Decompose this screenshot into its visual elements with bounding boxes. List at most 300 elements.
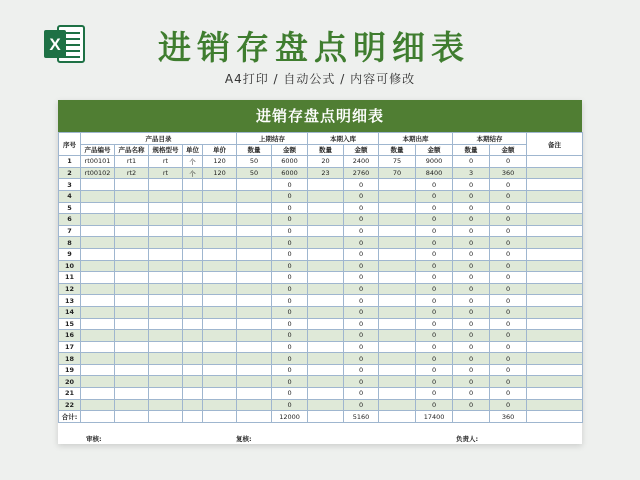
cell-c-qty[interactable]: 0 bbox=[453, 376, 490, 388]
cell-o-amt[interactable]: 0 bbox=[272, 318, 308, 330]
cell-code[interactable] bbox=[81, 190, 115, 202]
cell-out-qty[interactable] bbox=[379, 179, 416, 191]
cell-out-qty[interactable] bbox=[379, 306, 416, 318]
cell-c-amt[interactable]: 0 bbox=[490, 260, 527, 272]
cell-o-qty[interactable] bbox=[237, 248, 272, 260]
cell-out-qty[interactable] bbox=[379, 388, 416, 400]
cell-spec[interactable] bbox=[149, 190, 183, 202]
cell-o-amt[interactable]: 0 bbox=[272, 306, 308, 318]
cell-out-qty[interactable] bbox=[379, 272, 416, 284]
cell-c-amt[interactable]: 360 bbox=[490, 167, 527, 179]
cell-price[interactable] bbox=[203, 353, 237, 365]
cell-i-amt[interactable]: 2760 bbox=[344, 167, 379, 179]
cell-name[interactable] bbox=[115, 295, 149, 307]
cell-c-qty[interactable]: 0 bbox=[453, 353, 490, 365]
cell-i-amt[interactable]: 0 bbox=[344, 283, 379, 295]
cell-name[interactable] bbox=[115, 248, 149, 260]
row-number[interactable]: 14 bbox=[59, 306, 81, 318]
cell-o-qty[interactable] bbox=[237, 306, 272, 318]
cell-i-amt[interactable]: 0 bbox=[344, 295, 379, 307]
cell-out-amt[interactable]: 0 bbox=[416, 179, 453, 191]
cell-name[interactable] bbox=[115, 341, 149, 353]
cell-unit[interactable] bbox=[183, 376, 203, 388]
cell-price[interactable] bbox=[203, 179, 237, 191]
cell-o-qty[interactable] bbox=[237, 225, 272, 237]
cell-remark[interactable] bbox=[527, 364, 583, 376]
cell-c-amt[interactable]: 0 bbox=[490, 283, 527, 295]
cell-i-amt[interactable]: 0 bbox=[344, 225, 379, 237]
cell-name[interactable] bbox=[115, 376, 149, 388]
cell-code[interactable] bbox=[81, 330, 115, 342]
cell-c-qty[interactable]: 0 bbox=[453, 190, 490, 202]
cell-c-qty[interactable]: 0 bbox=[453, 364, 490, 376]
cell-out-qty[interactable] bbox=[379, 214, 416, 226]
cell-o-qty[interactable]: 50 bbox=[237, 167, 272, 179]
cell-code[interactable] bbox=[81, 306, 115, 318]
cell-o-qty[interactable] bbox=[237, 376, 272, 388]
cell-i-amt[interactable]: 0 bbox=[344, 330, 379, 342]
cell-name[interactable] bbox=[115, 318, 149, 330]
cell-code[interactable]: rt00102 bbox=[81, 167, 115, 179]
cell-i-qty[interactable] bbox=[308, 388, 344, 400]
cell-out-qty[interactable] bbox=[379, 318, 416, 330]
cell-out-qty[interactable] bbox=[379, 399, 416, 411]
row-number[interactable]: 3 bbox=[59, 179, 81, 191]
row-number[interactable]: 21 bbox=[59, 388, 81, 400]
cell-unit[interactable] bbox=[183, 364, 203, 376]
row-number[interactable]: 4 bbox=[59, 190, 81, 202]
cell-remark[interactable] bbox=[527, 341, 583, 353]
cell-o-amt[interactable]: 0 bbox=[272, 353, 308, 365]
cell-out-amt[interactable]: 0 bbox=[416, 330, 453, 342]
cell-price[interactable]: 120 bbox=[203, 156, 237, 168]
cell-out-amt[interactable]: 0 bbox=[416, 364, 453, 376]
cell-i-amt[interactable]: 0 bbox=[344, 272, 379, 284]
cell-o-amt[interactable]: 6000 bbox=[272, 167, 308, 179]
cell-c-qty[interactable]: 0 bbox=[453, 399, 490, 411]
cell-price[interactable] bbox=[203, 225, 237, 237]
cell-i-qty[interactable] bbox=[308, 179, 344, 191]
cell-price[interactable] bbox=[203, 202, 237, 214]
cell-out-amt[interactable]: 0 bbox=[416, 283, 453, 295]
cell-remark[interactable] bbox=[527, 330, 583, 342]
cell-name[interactable] bbox=[115, 190, 149, 202]
cell-o-amt[interactable]: 0 bbox=[272, 202, 308, 214]
cell-c-amt[interactable]: 0 bbox=[490, 295, 527, 307]
cell-out-amt[interactable]: 0 bbox=[416, 318, 453, 330]
cell-out-amt[interactable]: 0 bbox=[416, 341, 453, 353]
row-number[interactable]: 6 bbox=[59, 214, 81, 226]
row-number[interactable]: 5 bbox=[59, 202, 81, 214]
cell[interactable] bbox=[453, 411, 490, 423]
cell-out-qty[interactable] bbox=[379, 248, 416, 260]
row-number[interactable]: 17 bbox=[59, 341, 81, 353]
cell-unit[interactable] bbox=[183, 295, 203, 307]
cell-i-qty[interactable] bbox=[308, 237, 344, 249]
cell-c-qty[interactable]: 0 bbox=[453, 295, 490, 307]
cell-out-amt[interactable]: 0 bbox=[416, 248, 453, 260]
cell-name[interactable] bbox=[115, 399, 149, 411]
cell-unit[interactable] bbox=[183, 214, 203, 226]
cell-spec[interactable]: rt bbox=[149, 156, 183, 168]
cell-name[interactable] bbox=[115, 306, 149, 318]
cell-unit[interactable] bbox=[183, 306, 203, 318]
cell-spec[interactable] bbox=[149, 272, 183, 284]
cell-out-amt[interactable]: 0 bbox=[416, 295, 453, 307]
cell-i-qty[interactable] bbox=[308, 202, 344, 214]
cell-o-amt[interactable]: 0 bbox=[272, 295, 308, 307]
cell-out-amt[interactable]: 9000 bbox=[416, 156, 453, 168]
cell-unit[interactable] bbox=[183, 283, 203, 295]
cell-remark[interactable] bbox=[527, 179, 583, 191]
cell-i-qty[interactable] bbox=[308, 341, 344, 353]
cell-c-qty[interactable]: 0 bbox=[453, 225, 490, 237]
cell-out-qty[interactable] bbox=[379, 341, 416, 353]
cell-unit[interactable] bbox=[183, 190, 203, 202]
cell-price[interactable] bbox=[203, 248, 237, 260]
cell-i-qty[interactable] bbox=[308, 260, 344, 272]
cell-remark[interactable] bbox=[527, 306, 583, 318]
cell-code[interactable] bbox=[81, 283, 115, 295]
cell-o-qty[interactable] bbox=[237, 330, 272, 342]
cell-remark[interactable] bbox=[527, 388, 583, 400]
cell-o-amt[interactable]: 0 bbox=[272, 388, 308, 400]
cell-c-amt[interactable]: 0 bbox=[490, 214, 527, 226]
cell-price[interactable] bbox=[203, 260, 237, 272]
cell-spec[interactable] bbox=[149, 330, 183, 342]
cell-price[interactable] bbox=[203, 214, 237, 226]
cell-o-amt[interactable]: 0 bbox=[272, 179, 308, 191]
cell-c-amt[interactable]: 0 bbox=[490, 330, 527, 342]
row-number[interactable]: 1 bbox=[59, 156, 81, 168]
cell-code[interactable] bbox=[81, 364, 115, 376]
cell-i-amt[interactable]: 0 bbox=[344, 237, 379, 249]
cell-o-qty[interactable] bbox=[237, 237, 272, 249]
cell-code[interactable] bbox=[81, 388, 115, 400]
row-number[interactable]: 16 bbox=[59, 330, 81, 342]
cell-o-amt[interactable]: 0 bbox=[272, 399, 308, 411]
cell-c-amt[interactable]: 0 bbox=[490, 202, 527, 214]
row-number[interactable]: 22 bbox=[59, 399, 81, 411]
cell-unit[interactable] bbox=[183, 202, 203, 214]
cell-unit[interactable] bbox=[183, 225, 203, 237]
cell-c-amt[interactable]: 0 bbox=[490, 237, 527, 249]
cell-spec[interactable] bbox=[149, 318, 183, 330]
cell-c-qty[interactable]: 0 bbox=[453, 283, 490, 295]
cell-c-qty[interactable]: 0 bbox=[453, 388, 490, 400]
cell-remark[interactable] bbox=[527, 295, 583, 307]
row-number[interactable]: 20 bbox=[59, 376, 81, 388]
cell-name[interactable] bbox=[115, 225, 149, 237]
cell-out-qty[interactable] bbox=[379, 283, 416, 295]
cell-price[interactable] bbox=[203, 376, 237, 388]
cell-spec[interactable] bbox=[149, 399, 183, 411]
cell-spec[interactable] bbox=[149, 376, 183, 388]
cell-out-qty[interactable] bbox=[379, 237, 416, 249]
cell-remark[interactable] bbox=[527, 318, 583, 330]
cell-code[interactable] bbox=[81, 248, 115, 260]
cell-out-amt[interactable]: 0 bbox=[416, 353, 453, 365]
cell-code[interactable] bbox=[81, 272, 115, 284]
cell-remark[interactable] bbox=[527, 190, 583, 202]
cell-i-qty[interactable] bbox=[308, 353, 344, 365]
cell-c-qty[interactable]: 0 bbox=[453, 248, 490, 260]
row-number[interactable]: 13 bbox=[59, 295, 81, 307]
cell-o-qty[interactable] bbox=[237, 190, 272, 202]
cell-code[interactable] bbox=[81, 260, 115, 272]
cell-out-amt[interactable]: 0 bbox=[416, 190, 453, 202]
cell-o-qty[interactable] bbox=[237, 388, 272, 400]
cell-o-amt[interactable]: 0 bbox=[272, 341, 308, 353]
cell-out-qty[interactable] bbox=[379, 190, 416, 202]
cell-out-qty[interactable] bbox=[379, 260, 416, 272]
cell-out-amt[interactable]: 0 bbox=[416, 272, 453, 284]
cell-out-amt[interactable]: 0 bbox=[416, 214, 453, 226]
cell-i-amt[interactable]: 0 bbox=[344, 318, 379, 330]
cell-spec[interactable] bbox=[149, 214, 183, 226]
cell-name[interactable] bbox=[115, 202, 149, 214]
cell-o-qty[interactable] bbox=[237, 214, 272, 226]
cell-code[interactable] bbox=[81, 225, 115, 237]
row-number[interactable]: 11 bbox=[59, 272, 81, 284]
cell-name[interactable] bbox=[115, 364, 149, 376]
cell-code[interactable] bbox=[81, 202, 115, 214]
cell-out-amt[interactable]: 0 bbox=[416, 260, 453, 272]
cell-code[interactable]: rt00101 bbox=[81, 156, 115, 168]
cell-unit[interactable] bbox=[183, 318, 203, 330]
cell-price[interactable] bbox=[203, 388, 237, 400]
cell-o-amt[interactable]: 0 bbox=[272, 283, 308, 295]
cell-price[interactable] bbox=[203, 341, 237, 353]
cell-c-amt[interactable]: 0 bbox=[490, 364, 527, 376]
cell-c-amt[interactable]: 0 bbox=[490, 318, 527, 330]
cell-spec[interactable] bbox=[149, 295, 183, 307]
cell-o-qty[interactable] bbox=[237, 295, 272, 307]
cell-name[interactable]: rt2 bbox=[115, 167, 149, 179]
cell-o-qty[interactable] bbox=[237, 341, 272, 353]
row-number[interactable]: 10 bbox=[59, 260, 81, 272]
cell-i-amt[interactable]: 0 bbox=[344, 388, 379, 400]
cell-out-amt[interactable]: 0 bbox=[416, 225, 453, 237]
cell-out-qty[interactable] bbox=[379, 225, 416, 237]
cell[interactable] bbox=[115, 411, 149, 423]
cell-price[interactable] bbox=[203, 330, 237, 342]
cell-o-amt[interactable]: 0 bbox=[272, 272, 308, 284]
cell-i-amt[interactable]: 0 bbox=[344, 214, 379, 226]
cell-c-qty[interactable]: 3 bbox=[453, 167, 490, 179]
cell-spec[interactable] bbox=[149, 260, 183, 272]
cell-c-amt[interactable]: 0 bbox=[490, 306, 527, 318]
cell-o-amt[interactable]: 0 bbox=[272, 190, 308, 202]
cell-name[interactable] bbox=[115, 272, 149, 284]
cell-name[interactable] bbox=[115, 214, 149, 226]
cell-c-qty[interactable]: 0 bbox=[453, 202, 490, 214]
cell-c-amt[interactable]: 0 bbox=[490, 190, 527, 202]
cell-c-qty[interactable]: 0 bbox=[453, 306, 490, 318]
cell[interactable] bbox=[149, 411, 183, 423]
cell-remark[interactable] bbox=[527, 272, 583, 284]
cell-unit[interactable] bbox=[183, 330, 203, 342]
row-number[interactable]: 15 bbox=[59, 318, 81, 330]
cell-spec[interactable] bbox=[149, 341, 183, 353]
cell-c-amt[interactable]: 0 bbox=[490, 156, 527, 168]
cell-name[interactable] bbox=[115, 260, 149, 272]
cell-price[interactable] bbox=[203, 306, 237, 318]
cell-c-qty[interactable]: 0 bbox=[453, 330, 490, 342]
cell-spec[interactable] bbox=[149, 283, 183, 295]
cell-o-qty[interactable] bbox=[237, 364, 272, 376]
cell-o-amt[interactable]: 0 bbox=[272, 214, 308, 226]
cell-out-qty[interactable] bbox=[379, 202, 416, 214]
cell-c-amt[interactable]: 0 bbox=[490, 388, 527, 400]
cell-i-qty[interactable]: 20 bbox=[308, 156, 344, 168]
cell-i-amt[interactable]: 0 bbox=[344, 399, 379, 411]
cell-i-qty[interactable] bbox=[308, 190, 344, 202]
cell-price[interactable] bbox=[203, 295, 237, 307]
cell-code[interactable] bbox=[81, 353, 115, 365]
row-number[interactable]: 9 bbox=[59, 248, 81, 260]
cell-out-amt[interactable]: 0 bbox=[416, 306, 453, 318]
total-inbound-amount[interactable]: 5160 bbox=[344, 411, 379, 423]
cell-i-qty[interactable] bbox=[308, 318, 344, 330]
cell-unit[interactable]: 个 bbox=[183, 156, 203, 168]
cell-o-amt[interactable]: 0 bbox=[272, 364, 308, 376]
cell-i-qty[interactable] bbox=[308, 306, 344, 318]
cell-spec[interactable] bbox=[149, 353, 183, 365]
cell-remark[interactable] bbox=[527, 167, 583, 179]
cell-code[interactable] bbox=[81, 341, 115, 353]
cell-i-amt[interactable]: 0 bbox=[344, 341, 379, 353]
row-number[interactable]: 2 bbox=[59, 167, 81, 179]
cell-code[interactable] bbox=[81, 376, 115, 388]
cell-i-qty[interactable] bbox=[308, 248, 344, 260]
cell-c-qty[interactable]: 0 bbox=[453, 214, 490, 226]
cell-unit[interactable] bbox=[183, 388, 203, 400]
cell-i-amt[interactable]: 0 bbox=[344, 306, 379, 318]
cell-c-amt[interactable]: 0 bbox=[490, 248, 527, 260]
totals-label[interactable]: 合计: bbox=[59, 411, 81, 423]
cell-code[interactable] bbox=[81, 399, 115, 411]
cell-code[interactable] bbox=[81, 179, 115, 191]
cell[interactable] bbox=[237, 411, 272, 423]
cell[interactable] bbox=[527, 411, 583, 423]
cell-name[interactable] bbox=[115, 237, 149, 249]
cell-c-amt[interactable]: 0 bbox=[490, 341, 527, 353]
cell-o-amt[interactable]: 6000 bbox=[272, 156, 308, 168]
cell-spec[interactable] bbox=[149, 225, 183, 237]
cell-c-amt[interactable]: 0 bbox=[490, 376, 527, 388]
cell-unit[interactable] bbox=[183, 237, 203, 249]
cell-i-amt[interactable]: 0 bbox=[344, 364, 379, 376]
cell-o-qty[interactable] bbox=[237, 399, 272, 411]
cell-out-amt[interactable]: 0 bbox=[416, 376, 453, 388]
cell-i-amt[interactable]: 0 bbox=[344, 179, 379, 191]
cell-price[interactable] bbox=[203, 399, 237, 411]
cell-c-qty[interactable]: 0 bbox=[453, 341, 490, 353]
cell-spec[interactable] bbox=[149, 237, 183, 249]
cell-out-qty[interactable]: 75 bbox=[379, 156, 416, 168]
cell-i-qty[interactable]: 23 bbox=[308, 167, 344, 179]
cell-out-qty[interactable] bbox=[379, 353, 416, 365]
cell-spec[interactable] bbox=[149, 306, 183, 318]
cell-out-amt[interactable]: 0 bbox=[416, 399, 453, 411]
cell-spec[interactable] bbox=[149, 388, 183, 400]
cell-o-qty[interactable] bbox=[237, 179, 272, 191]
cell-remark[interactable] bbox=[527, 248, 583, 260]
cell-remark[interactable] bbox=[527, 283, 583, 295]
cell-i-qty[interactable] bbox=[308, 283, 344, 295]
cell-unit[interactable] bbox=[183, 260, 203, 272]
cell-price[interactable] bbox=[203, 237, 237, 249]
cell-c-qty[interactable]: 0 bbox=[453, 179, 490, 191]
cell-c-qty[interactable]: 0 bbox=[453, 272, 490, 284]
cell-remark[interactable] bbox=[527, 202, 583, 214]
cell-code[interactable] bbox=[81, 214, 115, 226]
total-opening-amount[interactable]: 12000 bbox=[272, 411, 308, 423]
row-number[interactable]: 12 bbox=[59, 283, 81, 295]
cell-i-qty[interactable] bbox=[308, 295, 344, 307]
cell-unit[interactable] bbox=[183, 399, 203, 411]
cell-price[interactable] bbox=[203, 283, 237, 295]
cell-remark[interactable] bbox=[527, 260, 583, 272]
cell-out-qty[interactable] bbox=[379, 364, 416, 376]
cell-name[interactable] bbox=[115, 388, 149, 400]
cell-o-qty[interactable] bbox=[237, 260, 272, 272]
cell[interactable] bbox=[379, 411, 416, 423]
cell-c-qty[interactable]: 0 bbox=[453, 156, 490, 168]
cell-out-amt[interactable]: 8400 bbox=[416, 167, 453, 179]
cell-i-amt[interactable]: 2400 bbox=[344, 156, 379, 168]
cell-c-qty[interactable]: 0 bbox=[453, 260, 490, 272]
cell-o-amt[interactable]: 0 bbox=[272, 330, 308, 342]
cell-i-qty[interactable] bbox=[308, 399, 344, 411]
row-number[interactable]: 19 bbox=[59, 364, 81, 376]
row-number[interactable]: 18 bbox=[59, 353, 81, 365]
cell-price[interactable]: 120 bbox=[203, 167, 237, 179]
cell-code[interactable] bbox=[81, 237, 115, 249]
row-number[interactable]: 8 bbox=[59, 237, 81, 249]
cell-code[interactable] bbox=[81, 318, 115, 330]
cell-o-qty[interactable] bbox=[237, 283, 272, 295]
cell-out-qty[interactable]: 70 bbox=[379, 167, 416, 179]
cell-remark[interactable] bbox=[527, 156, 583, 168]
cell-out-amt[interactable]: 0 bbox=[416, 202, 453, 214]
cell[interactable] bbox=[183, 411, 203, 423]
cell-i-amt[interactable]: 0 bbox=[344, 260, 379, 272]
cell[interactable] bbox=[308, 411, 344, 423]
cell-o-qty[interactable] bbox=[237, 272, 272, 284]
cell-c-amt[interactable]: 0 bbox=[490, 399, 527, 411]
cell-unit[interactable] bbox=[183, 353, 203, 365]
cell-remark[interactable] bbox=[527, 237, 583, 249]
cell-unit[interactable] bbox=[183, 341, 203, 353]
cell-i-qty[interactable] bbox=[308, 364, 344, 376]
cell-unit[interactable]: 个 bbox=[183, 167, 203, 179]
cell-i-amt[interactable]: 0 bbox=[344, 376, 379, 388]
cell-c-qty[interactable]: 0 bbox=[453, 237, 490, 249]
cell-out-qty[interactable] bbox=[379, 376, 416, 388]
cell-code[interactable] bbox=[81, 295, 115, 307]
cell-i-amt[interactable]: 0 bbox=[344, 202, 379, 214]
row-number[interactable]: 7 bbox=[59, 225, 81, 237]
cell-spec[interactable] bbox=[149, 202, 183, 214]
cell-name[interactable]: rt1 bbox=[115, 156, 149, 168]
cell-c-amt[interactable]: 0 bbox=[490, 272, 527, 284]
cell-remark[interactable] bbox=[527, 214, 583, 226]
cell-price[interactable] bbox=[203, 318, 237, 330]
cell-o-amt[interactable]: 0 bbox=[272, 376, 308, 388]
cell-i-qty[interactable] bbox=[308, 225, 344, 237]
